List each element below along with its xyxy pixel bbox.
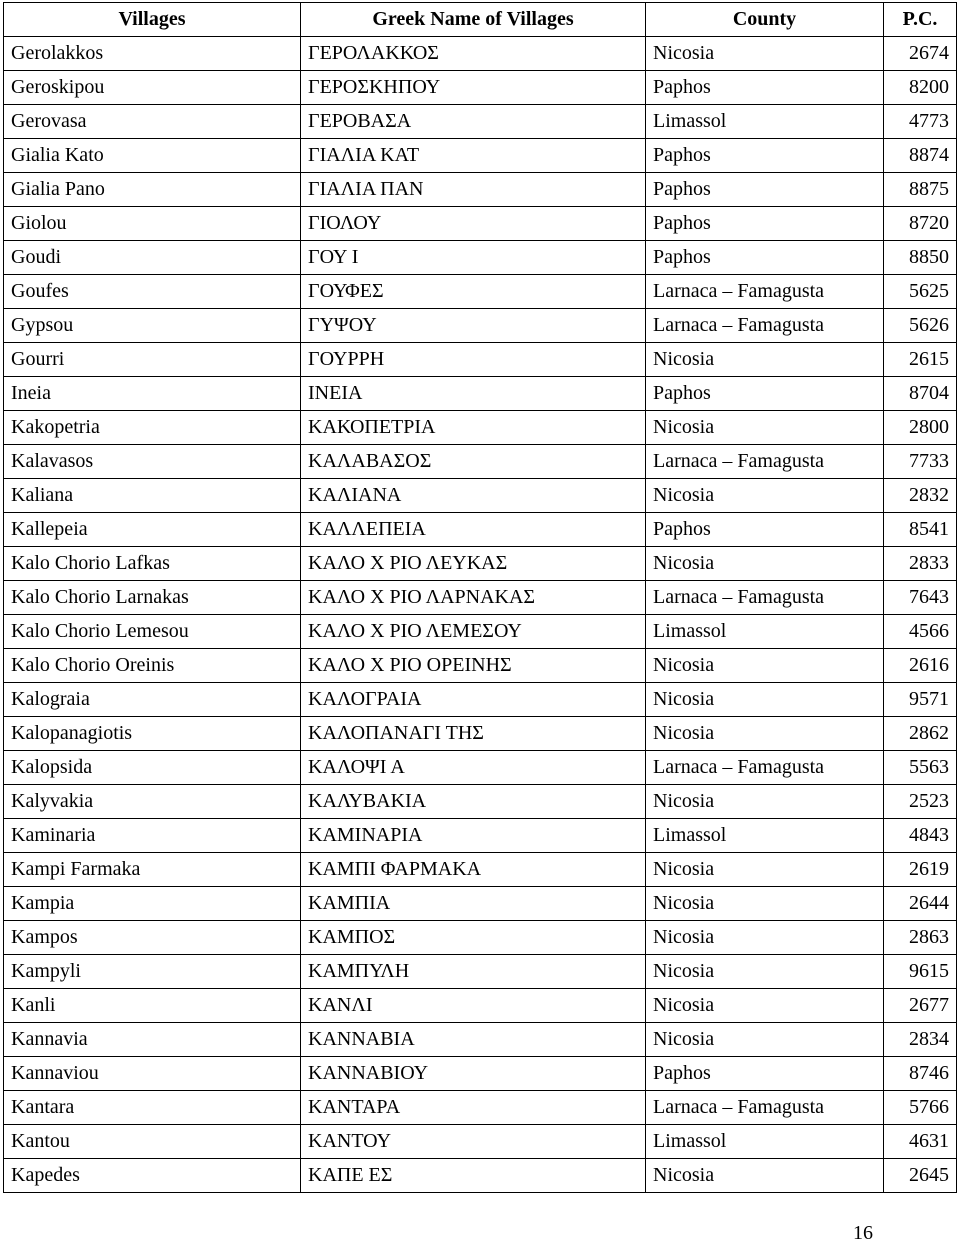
village-name-cell: Kampos <box>4 921 301 955</box>
postal-code-cell: 8874 <box>884 139 957 173</box>
table-row <box>4 139 957 173</box>
county-cell: Paphos <box>646 241 884 275</box>
county-cell: Larnaca – Famagusta <box>646 445 884 479</box>
postal-code-cell: 2833 <box>884 547 957 581</box>
page-number: 16 <box>853 1222 873 1244</box>
postal-code-cell: 2616 <box>884 649 957 683</box>
table-row <box>4 581 957 615</box>
postal-code-cell: 4566 <box>884 615 957 649</box>
greek-name-cell: ΚΑΚΟΠΕΤΡΙΑ <box>301 411 646 445</box>
greek-name-cell: ΚΑΛΥΒΑΚΙΑ <box>301 785 646 819</box>
county-cell: Paphos <box>646 139 884 173</box>
postal-code-cell: 2644 <box>884 887 957 921</box>
county-cell: Nicosia <box>646 547 884 581</box>
postal-code-cell: 2619 <box>884 853 957 887</box>
greek-name-cell: ΓΙΟΛΟΥ <box>301 207 646 241</box>
county-cell: Nicosia <box>646 649 884 683</box>
village-name-cell: Kaminaria <box>4 819 301 853</box>
table-row <box>4 275 957 309</box>
greek-name-cell: ΚΑΝΤΟΥ <box>301 1125 646 1159</box>
county-cell: Limassol <box>646 615 884 649</box>
county-cell: Paphos <box>646 173 884 207</box>
postal-code-cell: 5563 <box>884 751 957 785</box>
county-cell: Larnaca – Famagusta <box>646 581 884 615</box>
table-row <box>4 887 957 921</box>
table-row <box>4 105 957 139</box>
postal-code-cell: 4631 <box>884 1125 957 1159</box>
village-name-cell: Kampi Farmaka <box>4 853 301 887</box>
postal-code-cell: 2834 <box>884 1023 957 1057</box>
village-name-cell: Kalyvakia <box>4 785 301 819</box>
villages-table <box>3 2 957 1193</box>
header-villages: Villages <box>4 3 301 37</box>
village-name-cell: Ineia <box>4 377 301 411</box>
postal-code-cell: 5766 <box>884 1091 957 1125</box>
village-name-cell: Kantara <box>4 1091 301 1125</box>
greek-name-cell: ΓΟΥΡΡΗ <box>301 343 646 377</box>
greek-name-cell: ΚΑΛΑΒΑΣΟΣ <box>301 445 646 479</box>
header-county: County <box>646 3 884 37</box>
postal-code-cell: 8200 <box>884 71 957 105</box>
county-cell: Larnaca – Famagusta <box>646 751 884 785</box>
village-name-cell: Geroskipou <box>4 71 301 105</box>
postal-code-cell: 2800 <box>884 411 957 445</box>
table-row <box>4 955 957 989</box>
greek-name-cell: ΚΑΜΠΟΣ <box>301 921 646 955</box>
village-name-cell: Kaliana <box>4 479 301 513</box>
greek-name-cell: ΓΕΡΟΛΑΚΚΟΣ <box>301 37 646 71</box>
greek-name-cell: ΚΑΜΠΙ ΦΑΡΜΑΚΑ <box>301 853 646 887</box>
county-cell: Nicosia <box>646 853 884 887</box>
postal-code-cell: 8704 <box>884 377 957 411</box>
village-name-cell: Kalopsida <box>4 751 301 785</box>
header-postal-code: P.C. <box>884 3 957 37</box>
village-name-cell: Kallepeia <box>4 513 301 547</box>
table-row <box>4 71 957 105</box>
village-name-cell: Kampyli <box>4 955 301 989</box>
village-name-cell: Goudi <box>4 241 301 275</box>
table-row <box>4 785 957 819</box>
postal-code-cell: 2862 <box>884 717 957 751</box>
table-row <box>4 207 957 241</box>
county-cell: Nicosia <box>646 479 884 513</box>
table-row <box>4 649 957 683</box>
table-row <box>4 513 957 547</box>
table-row <box>4 241 957 275</box>
postal-code-cell: 8541 <box>884 513 957 547</box>
county-cell: Nicosia <box>646 37 884 71</box>
village-name-cell: Kalopanagiotis <box>4 717 301 751</box>
greek-name-cell: ΙΝΕΙΑ <box>301 377 646 411</box>
village-name-cell: Kapedes <box>4 1159 301 1193</box>
village-name-cell: Gypsou <box>4 309 301 343</box>
table-row <box>4 1159 957 1193</box>
postal-code-cell: 8746 <box>884 1057 957 1091</box>
county-cell: Larnaca – Famagusta <box>646 309 884 343</box>
county-cell: Nicosia <box>646 785 884 819</box>
table-row <box>4 309 957 343</box>
village-name-cell: Kakopetria <box>4 411 301 445</box>
county-cell: Limassol <box>646 1125 884 1159</box>
greek-name-cell: ΚΑΝΤΑΡΑ <box>301 1091 646 1125</box>
postal-code-cell: 5625 <box>884 275 957 309</box>
county-cell: Paphos <box>646 377 884 411</box>
county-cell: Limassol <box>646 819 884 853</box>
greek-name-cell: ΚΑΛΟ Χ ΡΙΟ ΛΕΜΕΣΟΥ <box>301 615 646 649</box>
county-cell: Paphos <box>646 71 884 105</box>
table-row <box>4 683 957 717</box>
county-cell: Nicosia <box>646 1023 884 1057</box>
greek-name-cell: ΚΑΛΟΠΑΝΑΓΙ ΤΗΣ <box>301 717 646 751</box>
greek-name-cell: ΚΑΛΙΑΝΑ <box>301 479 646 513</box>
postal-code-cell: 9571 <box>884 683 957 717</box>
postal-code-cell: 8850 <box>884 241 957 275</box>
table-row <box>4 717 957 751</box>
postal-code-cell: 4843 <box>884 819 957 853</box>
village-name-cell: Kalo Chorio Larnakas <box>4 581 301 615</box>
greek-name-cell: ΓΥΨΟΥ <box>301 309 646 343</box>
village-name-cell: Gerolakkos <box>4 37 301 71</box>
village-name-cell: Kalo Chorio Oreinis <box>4 649 301 683</box>
county-cell: Paphos <box>646 1057 884 1091</box>
village-name-cell: Gerovasa <box>4 105 301 139</box>
county-cell: Nicosia <box>646 921 884 955</box>
village-name-cell: Kalograia <box>4 683 301 717</box>
greek-name-cell: ΚΑΜΙΝΑΡΙΑ <box>301 819 646 853</box>
table-row <box>4 173 957 207</box>
table-row <box>4 547 957 581</box>
county-cell: Paphos <box>646 207 884 241</box>
greek-name-cell: ΓΟΥ Ι <box>301 241 646 275</box>
county-cell: Nicosia <box>646 343 884 377</box>
village-name-cell: Kalo Chorio Lafkas <box>4 547 301 581</box>
village-name-cell: Goufes <box>4 275 301 309</box>
table-row <box>4 37 957 71</box>
table-row <box>4 1091 957 1125</box>
county-cell: Limassol <box>646 105 884 139</box>
document-page <box>3 2 956 1193</box>
greek-name-cell: ΚΑΠΕ ΕΣ <box>301 1159 646 1193</box>
postal-code-cell: 2677 <box>884 989 957 1023</box>
greek-name-cell: ΚΑΜΠΥΛΗ <box>301 955 646 989</box>
county-cell: Nicosia <box>646 411 884 445</box>
greek-name-cell: ΚΑΛΟ Χ ΡΙΟ ΟΡΕΙΝΗΣ <box>301 649 646 683</box>
village-name-cell: Kalavasos <box>4 445 301 479</box>
header-greek-name: Greek Name of Villages <box>301 3 646 37</box>
county-cell: Nicosia <box>646 955 884 989</box>
village-name-cell: Kannaviou <box>4 1057 301 1091</box>
table-header <box>4 3 957 37</box>
greek-name-cell: ΚΑΛΟ Χ ΡΙΟ ΛΑΡΝΑΚΑΣ <box>301 581 646 615</box>
greek-name-cell: ΓΟΥΦΕΣ <box>301 275 646 309</box>
county-cell: Nicosia <box>646 989 884 1023</box>
table-row <box>4 1023 957 1057</box>
table-row <box>4 479 957 513</box>
postal-code-cell: 7733 <box>884 445 957 479</box>
greek-name-cell: ΚΑΛΟΓΡΑΙΑ <box>301 683 646 717</box>
greek-name-cell: ΓΙΑΛΙΑ ΚΑΤ <box>301 139 646 173</box>
greek-name-cell: ΚΑΜΠΙΑ <box>301 887 646 921</box>
table-row <box>4 1125 957 1159</box>
table-body <box>4 37 957 1193</box>
postal-code-cell: 2863 <box>884 921 957 955</box>
village-name-cell: Kantou <box>4 1125 301 1159</box>
postal-code-cell: 8720 <box>884 207 957 241</box>
village-name-cell: Giolou <box>4 207 301 241</box>
village-name-cell: Kampia <box>4 887 301 921</box>
county-cell: Larnaca – Famagusta <box>646 275 884 309</box>
postal-code-cell: 5626 <box>884 309 957 343</box>
table-row <box>4 343 957 377</box>
postal-code-cell: 2645 <box>884 1159 957 1193</box>
village-name-cell: Gialia Kato <box>4 139 301 173</box>
table-row <box>4 615 957 649</box>
village-name-cell: Gialia Pano <box>4 173 301 207</box>
postal-code-cell: 2615 <box>884 343 957 377</box>
greek-name-cell: ΚΑΝΝΑΒΙΟΥ <box>301 1057 646 1091</box>
village-name-cell: Kalo Chorio Lemesou <box>4 615 301 649</box>
greek-name-cell: ΚΑΛΛΕΠΕΙΑ <box>301 513 646 547</box>
county-cell: Nicosia <box>646 683 884 717</box>
greek-name-cell: ΚΑΝΝΑΒΙΑ <box>301 1023 646 1057</box>
greek-name-cell: ΚΑΛΟΨΙ Α <box>301 751 646 785</box>
postal-code-cell: 8875 <box>884 173 957 207</box>
postal-code-cell: 9615 <box>884 955 957 989</box>
table-row <box>4 445 957 479</box>
village-name-cell: Gourri <box>4 343 301 377</box>
header-row <box>4 3 957 37</box>
postal-code-cell: 2832 <box>884 479 957 513</box>
greek-name-cell: ΚΑΛΟ Χ ΡΙΟ ΛΕΥΚΑΣ <box>301 547 646 581</box>
table-row <box>4 751 957 785</box>
greek-name-cell: ΓΕΡΟΒΑΣΑ <box>301 105 646 139</box>
greek-name-cell: ΓΕΡΟΣΚΗΠΟΥ <box>301 71 646 105</box>
table-row <box>4 1057 957 1091</box>
greek-name-cell: ΚΑΝΛΙ <box>301 989 646 1023</box>
county-cell: Nicosia <box>646 887 884 921</box>
county-cell: Nicosia <box>646 717 884 751</box>
county-cell: Paphos <box>646 513 884 547</box>
postal-code-cell: 4773 <box>884 105 957 139</box>
table-row <box>4 377 957 411</box>
table-row <box>4 921 957 955</box>
table-row <box>4 411 957 445</box>
postal-code-cell: 2674 <box>884 37 957 71</box>
table-row <box>4 819 957 853</box>
greek-name-cell: ΓΙΑΛΙΑ ΠΑΝ <box>301 173 646 207</box>
table-row <box>4 989 957 1023</box>
postal-code-cell: 7643 <box>884 581 957 615</box>
county-cell: Nicosia <box>646 1159 884 1193</box>
village-name-cell: Kanli <box>4 989 301 1023</box>
county-cell: Larnaca – Famagusta <box>646 1091 884 1125</box>
postal-code-cell: 2523 <box>884 785 957 819</box>
table-row <box>4 853 957 887</box>
village-name-cell: Kannavia <box>4 1023 301 1057</box>
